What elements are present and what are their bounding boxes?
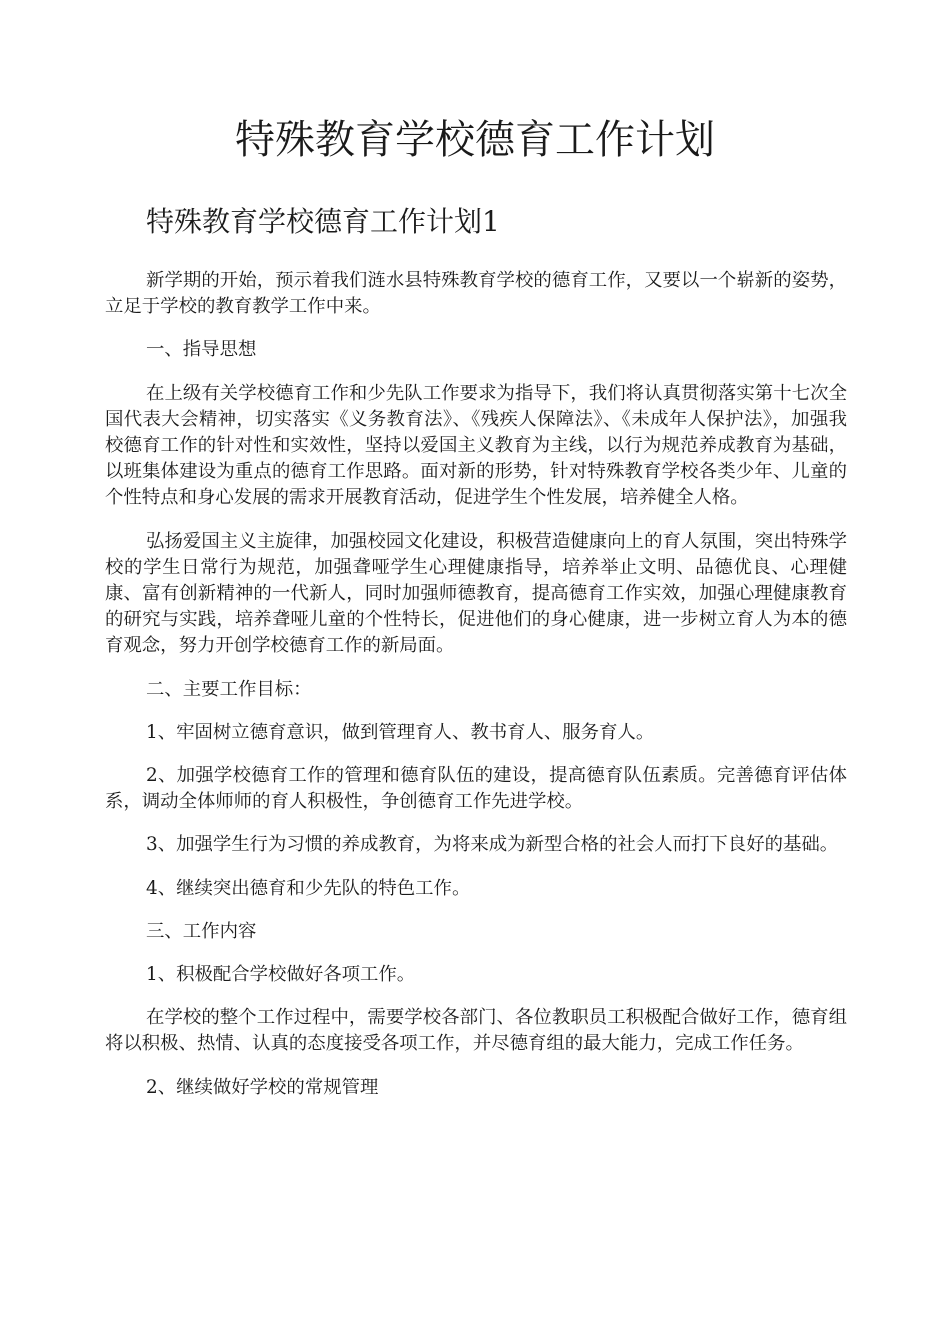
paragraph-content-1-detail: 在学校的整个工作过程中，需要学校各部门、各位教职员工积极配合做好工作，德育组将以积极、热情、认真的态度接受各项工作，并尽德育组的最大能力，完成工作任务。 <box>105 1007 847 1055</box>
list-item-goal-2: 2、加强学校德育工作的管理和德育队伍的建设，提高德育队伍素质。完善德育评估体系，调动全体师师的育人积极性，争创德育工作先进学校。 <box>105 765 847 813</box>
document-body <box>105 268 847 1118</box>
document-title: 特殊教育学校德育工作计划 <box>235 117 715 163</box>
list-item-goal-3: 3、加强学生行为习惯的养成教育，为将来成为新型合格的社会人而打下良好的基础。 <box>146 834 839 856</box>
paragraph-intro: 新学期的开始，预示着我们涟水县特殊教育学校的德育工作，又要以一个崭新的姿势，立足于学校的教育教学工作中来。 <box>105 270 847 318</box>
list-item-content-2: 2、继续做好学校的常规管理 <box>146 1076 379 1098</box>
list-item-content-1: 1、积极配合学校做好各项工作。 <box>146 964 416 986</box>
list-item-goal-1: 1、牢固树立德育意识，做到管理育人、教书育人、服务育人。 <box>146 721 655 743</box>
section-subtitle: 特殊教育学校德育工作计划1 <box>146 205 500 238</box>
heading-work-content: 三、工作内容 <box>146 920 257 942</box>
heading-main-goals: 二、主要工作目标： <box>146 678 312 700</box>
paragraph-patriotism: 弘扬爱国主义主旋律，加强校园文化建设，积极营造健康向上的育人氛围，突出特殊学校的学生日常行为规范，加强聋哑学生心理健康指导，培养举止文明、品德优良、心理健康、富有创新精神的一代新人，同时加强师德教育，提高德育工作实效，加强心理健康教育的研究与实践，培养聋哑儿童的个性特长，促进他们的身心健康，进一步树立育人为本的德育观念，努力开创学校德育工作的新局面。 <box>105 530 847 657</box>
paragraph-guiding-ideology: 在上级有关学校德育工作和少先队工作要求为指导下，我们将认真贯彻落实第十七次全国代表大会精神，切实落实《义务教育法》、《残疾人保障法》、《未成年人保护法》，加强我校德育工作的针对性和实效性，坚持以爱国主义教育为主线，以行为规范养成教育为基础，以班集体建设为重点的德育工作思路。面对新的形势，针对特殊教育学校各类少年、儿童的个性特点和身心发展的需求开展教育活动，促进学生个性发展，培养健全人格。 <box>105 382 847 509</box>
list-item-goal-4: 4、继续突出德育和少先队的特色工作。 <box>146 877 471 899</box>
heading-guiding-ideology: 一、指导思想 <box>146 339 257 361</box>
